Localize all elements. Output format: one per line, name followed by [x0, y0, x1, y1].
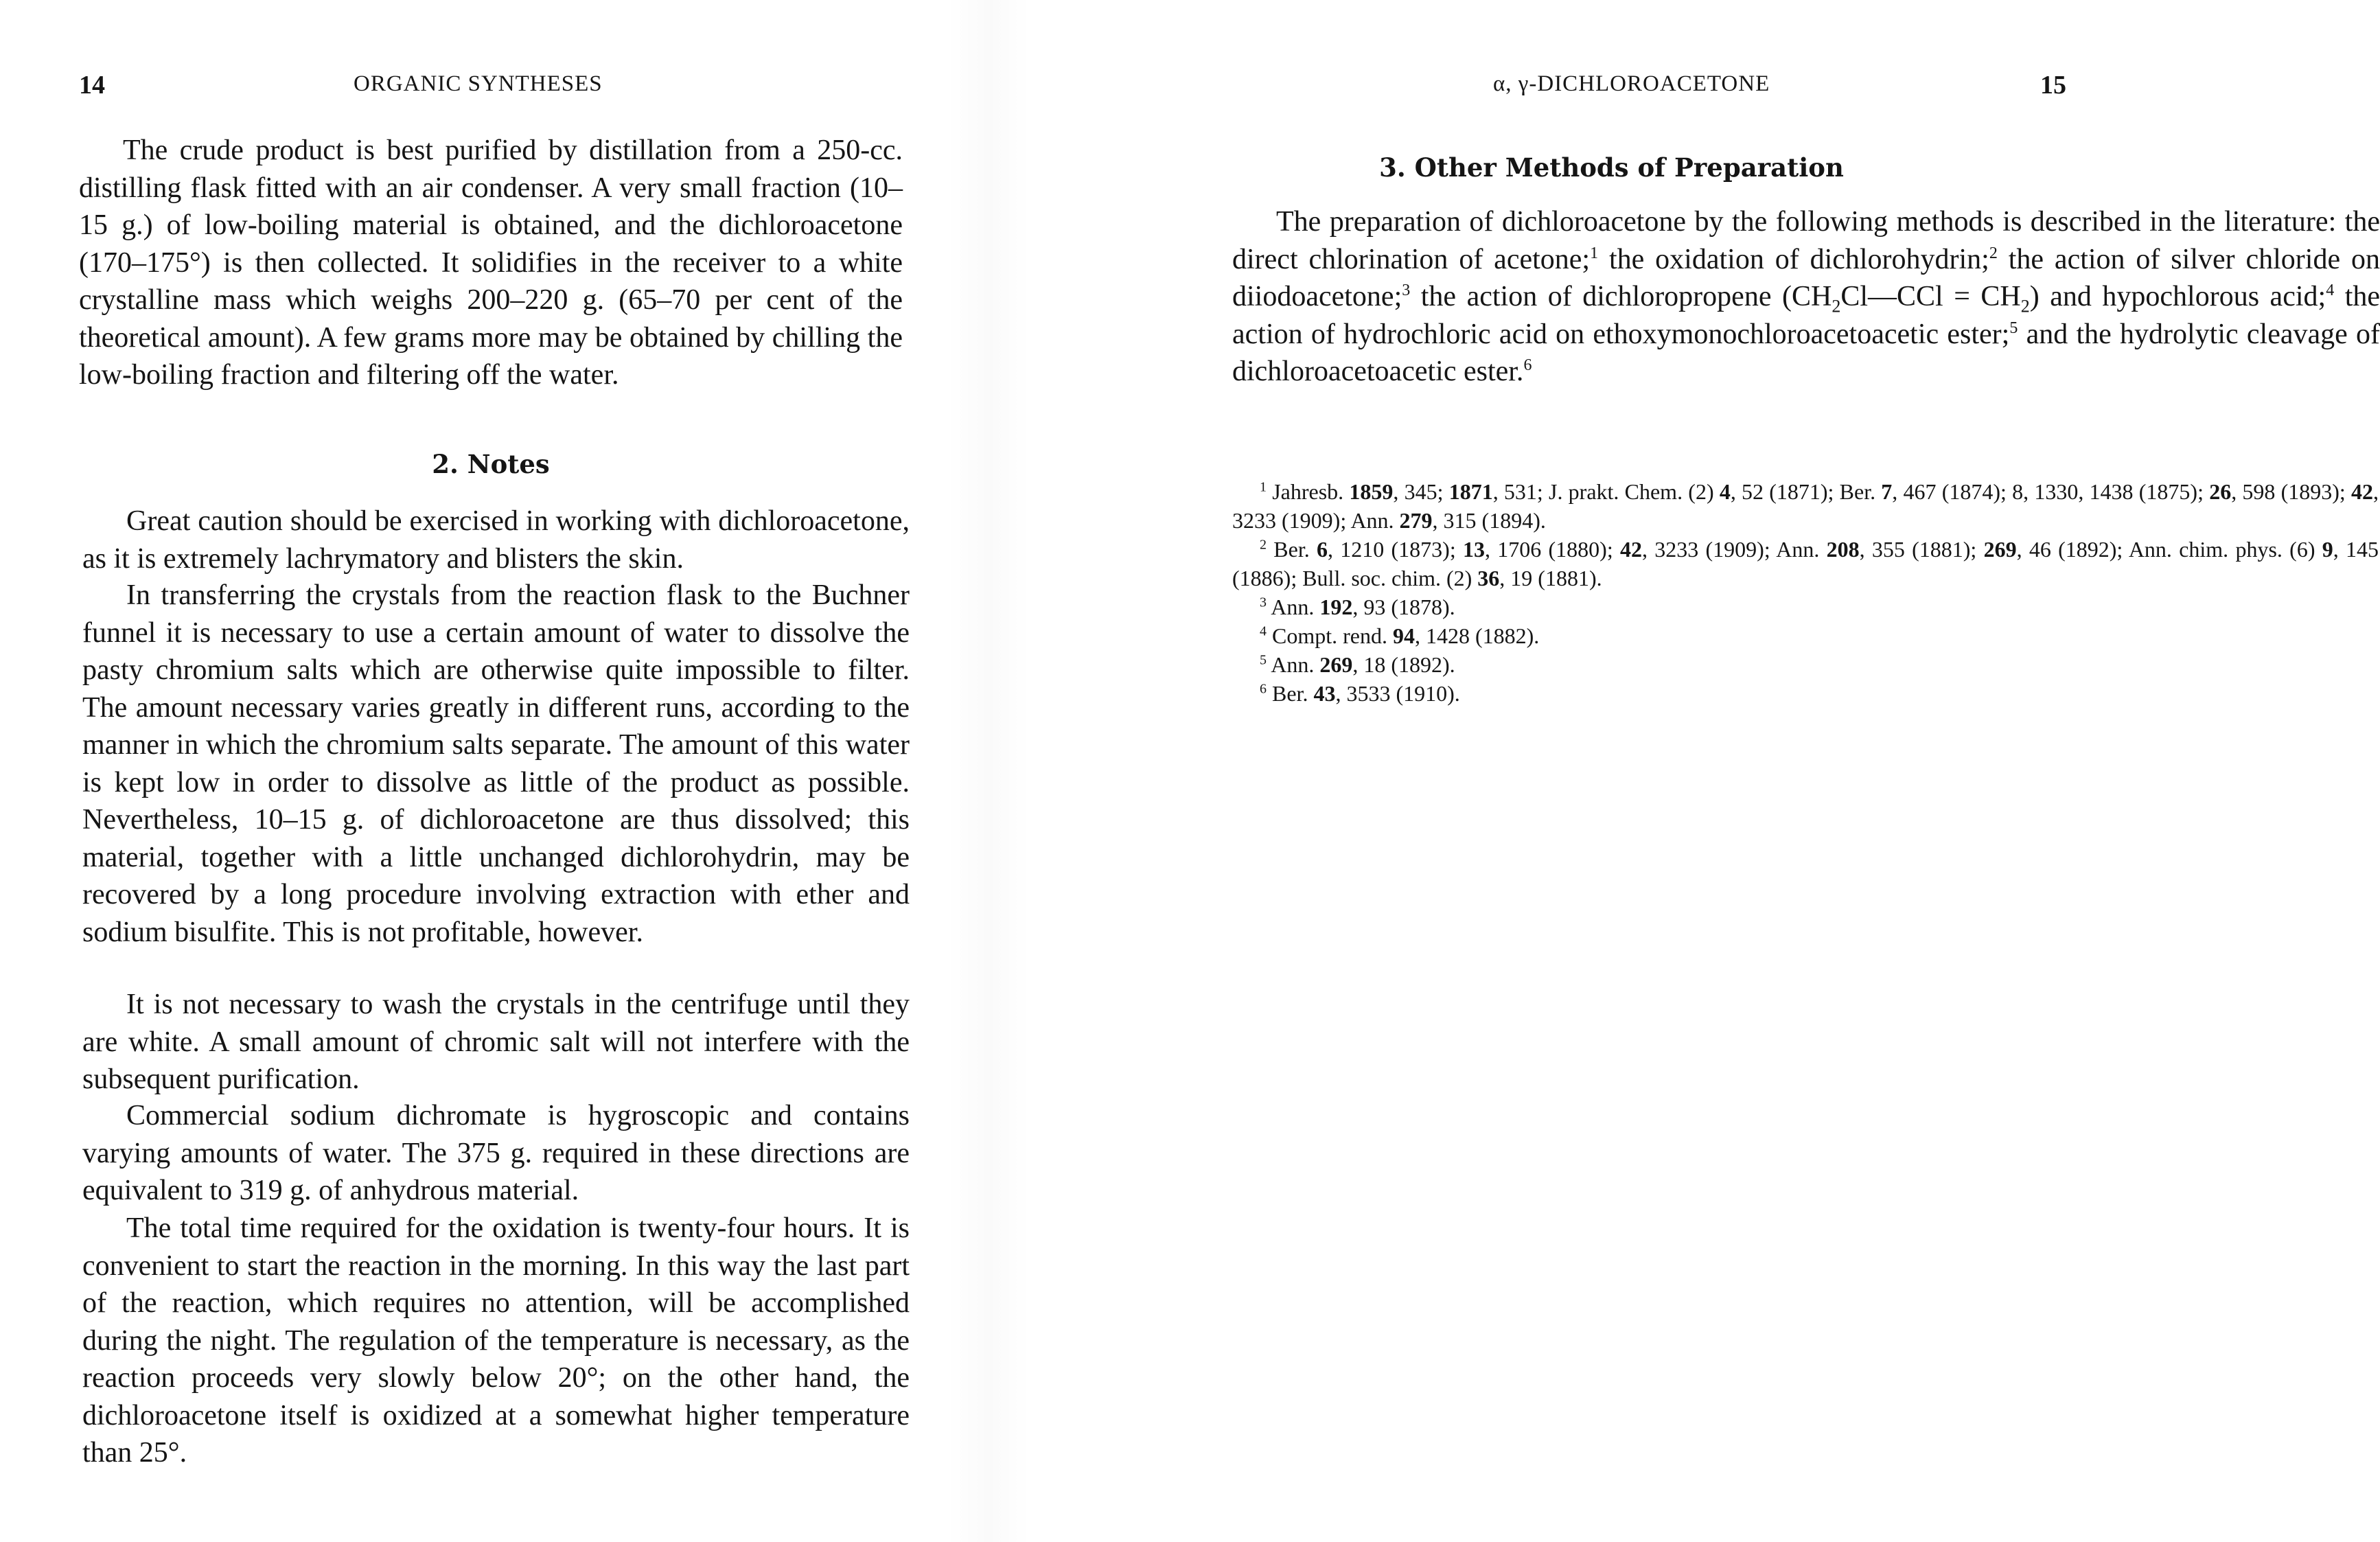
running-head: ORGANIC SYNTHESES	[354, 71, 603, 96]
footnote: $^4$ Compt. rend. 94, 1428 (1882).	[1260, 623, 1540, 648]
page-number: 15	[2040, 71, 2066, 100]
note-paragraph: It is not necessary to wash the crystals in the centrifuge until they are white. A small amount of chromic salt will not interfere with the subsequent purification.	[82, 989, 910, 1095]
note-paragraph: Great caution should be exercised in working with dichloroacetone, as it is extremely lachrymatory and blisters the skin.	[82, 505, 910, 575]
note-paragraph: In transferring the crystals from the reaction flask to the Buchner funnel it is necessary to use a certain amount of water to dissolve the pasty chromium salts which are otherwise quite impossible to filter. The amount necessary varies greatly in different runs, according to the manner in which the chromium salts separate. The amount of this water is kept low in order to dissolve as little of the product as possible. Nevertheless, 10–15 g. of dichloroacetone are thus dissolved; this material, together with a little unchanged dichlorohydrin, may be recovered by a long procedure involving extraction with ether and sodium bisulfite. This is not profitable, however.	[82, 579, 910, 948]
footnote-ref: 6	[1523, 356, 1532, 374]
page-number: 14	[79, 71, 105, 100]
running-head: α, γ-DICHLOROACETONE	[1493, 71, 1770, 96]
footnote-ref: 2	[1989, 244, 1998, 262]
footnotes	[1232, 477, 2379, 708]
footnote-ref: 1	[1590, 244, 1599, 262]
left-page	[0, 0, 995, 1542]
section-heading: 3. Other Methods of Preparation	[1379, 152, 1844, 183]
footnote-ref: 5	[2009, 319, 2018, 337]
note-paragraph: The total time required for the oxidation is twenty-four hours. It is convenient to start the reaction in the morning. In this way the last part of the reaction, which requires no attention, will be accomplished during the night. The regulation of the temperature is necessary, as the reaction proceeds very slowly below 20°; on the other hand, the dichloroacetone itself is oxidized at a somewhat higher temperature than 25°.	[82, 1212, 910, 1469]
preparation-methods-paragraph: The preparation of dichloroacetone by the following methods is described in the literature: the direct chlorination of acetone;$^1$ the oxidation of dichlorohydrin;$^2$ the action of silver chloride on diiodoacetone;$^3$ the action of dichloropropene $(CH_2Cl—CCl = CH_2)$ and hypochlorous acid;$^4$ the action of hydrochloric acid on ethoxymonochloroacetoacetic ester;$^5$ and the hydrolytic cleavage of dichloroacetoacetic ester.$^6$	[1232, 206, 2380, 387]
footnote-ref: 3	[1402, 281, 1411, 299]
intro-paragraph: The crude product is best purified by distillation from a 250-cc. distilling flask fitted with an air condenser. A very small fraction (10–15 g.) of low-boiling material is obtained, and the dichloroacetone (170–175°) is then collected. It solidifies in the receiver to a white crystalline mass which weighs 200–220 g. (65–70 per cent of the theoretical amount). A few grams more may be obtained by chilling the low-boiling fraction and filtering off the water.	[79, 135, 903, 391]
notes-heading: 2. Notes	[432, 449, 550, 479]
note-paragraph: Commercial sodium dichromate is hygroscopic and contains varying amounts of water. The 375 g. required in these directions are equivalent to 319 g. of anhydrous material.	[82, 1100, 910, 1206]
footnote-ref: 4	[2326, 281, 2335, 299]
footnote: $^1$ Jahresb. 1859, 345; 1871, 531; J. prakt. Chem. (2) 4, 52 (1871); Ber. 7, 467 (1874); 8, 1330, 1438 (1875); 26, 598 (1893); 42, 3233 (1909); Ann. 279, 315 (1894).	[1232, 479, 2379, 533]
footnote: $^2$ Ber. 6, 1210 (1873); 13, 1706 (1880); 42, 3233 (1909); Ann. 208, 355 (1881); 269, 46 (1892); Ann. chim. phys. (6) 9, 145 (1886); Bull. soc. chim. (2) 36, 19 (1881).	[1232, 537, 2379, 590]
footnote: $^3$ Ann. 192, 93 (1878).	[1260, 595, 1455, 619]
footnote: $^6$ Ber. 43, 3533 (1910).	[1260, 681, 1460, 706]
right-page	[995, 0, 2380, 1542]
footnote: $^5$ Ann. 269, 18 (1892).	[1260, 652, 1455, 677]
